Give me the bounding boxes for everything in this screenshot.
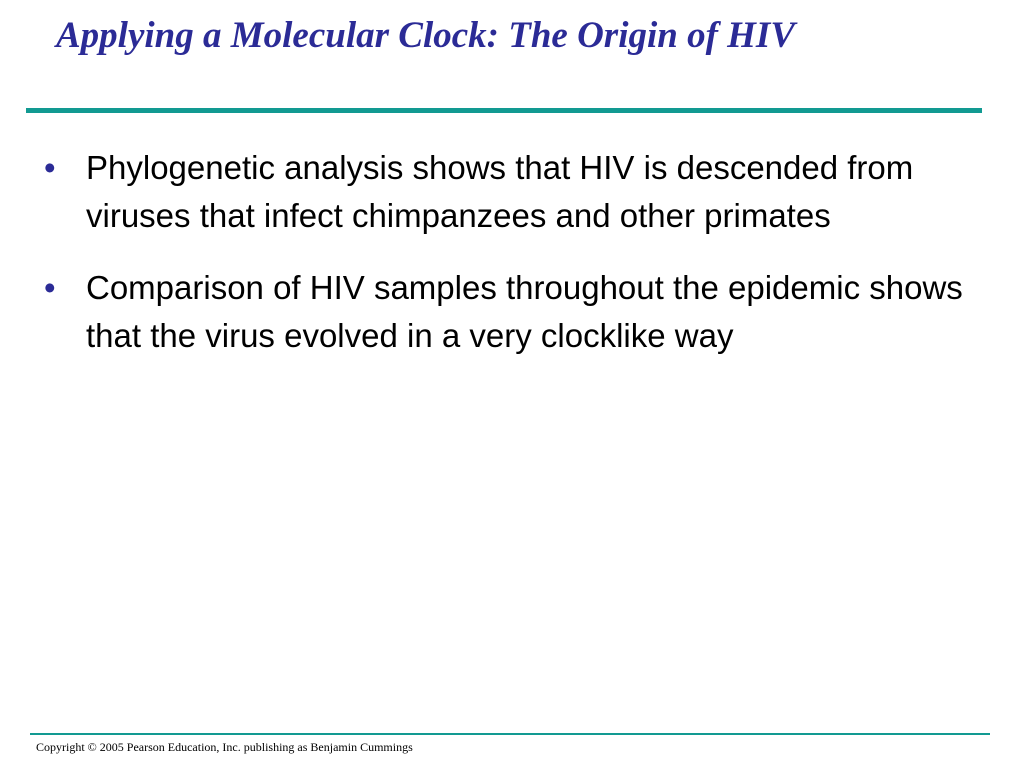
bullet-dot-icon: • bbox=[44, 149, 56, 186]
footer-divider bbox=[30, 733, 990, 735]
bullet-text: Comparison of HIV samples throughout the epidemic shows that the virus evolved in a very clocklike way bbox=[86, 269, 963, 354]
bullet-text: Phylogenetic analysis shows that HIV is descended from viruses that infect chimpanzees and other primates bbox=[86, 149, 914, 234]
bullet-item bbox=[36, 144, 996, 240]
slide-title: Applying a Molecular Clock: The Origin of HIV bbox=[56, 15, 796, 56]
title-divider bbox=[26, 108, 982, 113]
bullet-item bbox=[36, 264, 996, 360]
bullet-dot-icon: • bbox=[44, 269, 56, 306]
bullet-list bbox=[36, 144, 996, 384]
copyright-footer: Copyright © 2005 Pearson Education, Inc. publishing as Benjamin Cummings bbox=[36, 740, 413, 754]
